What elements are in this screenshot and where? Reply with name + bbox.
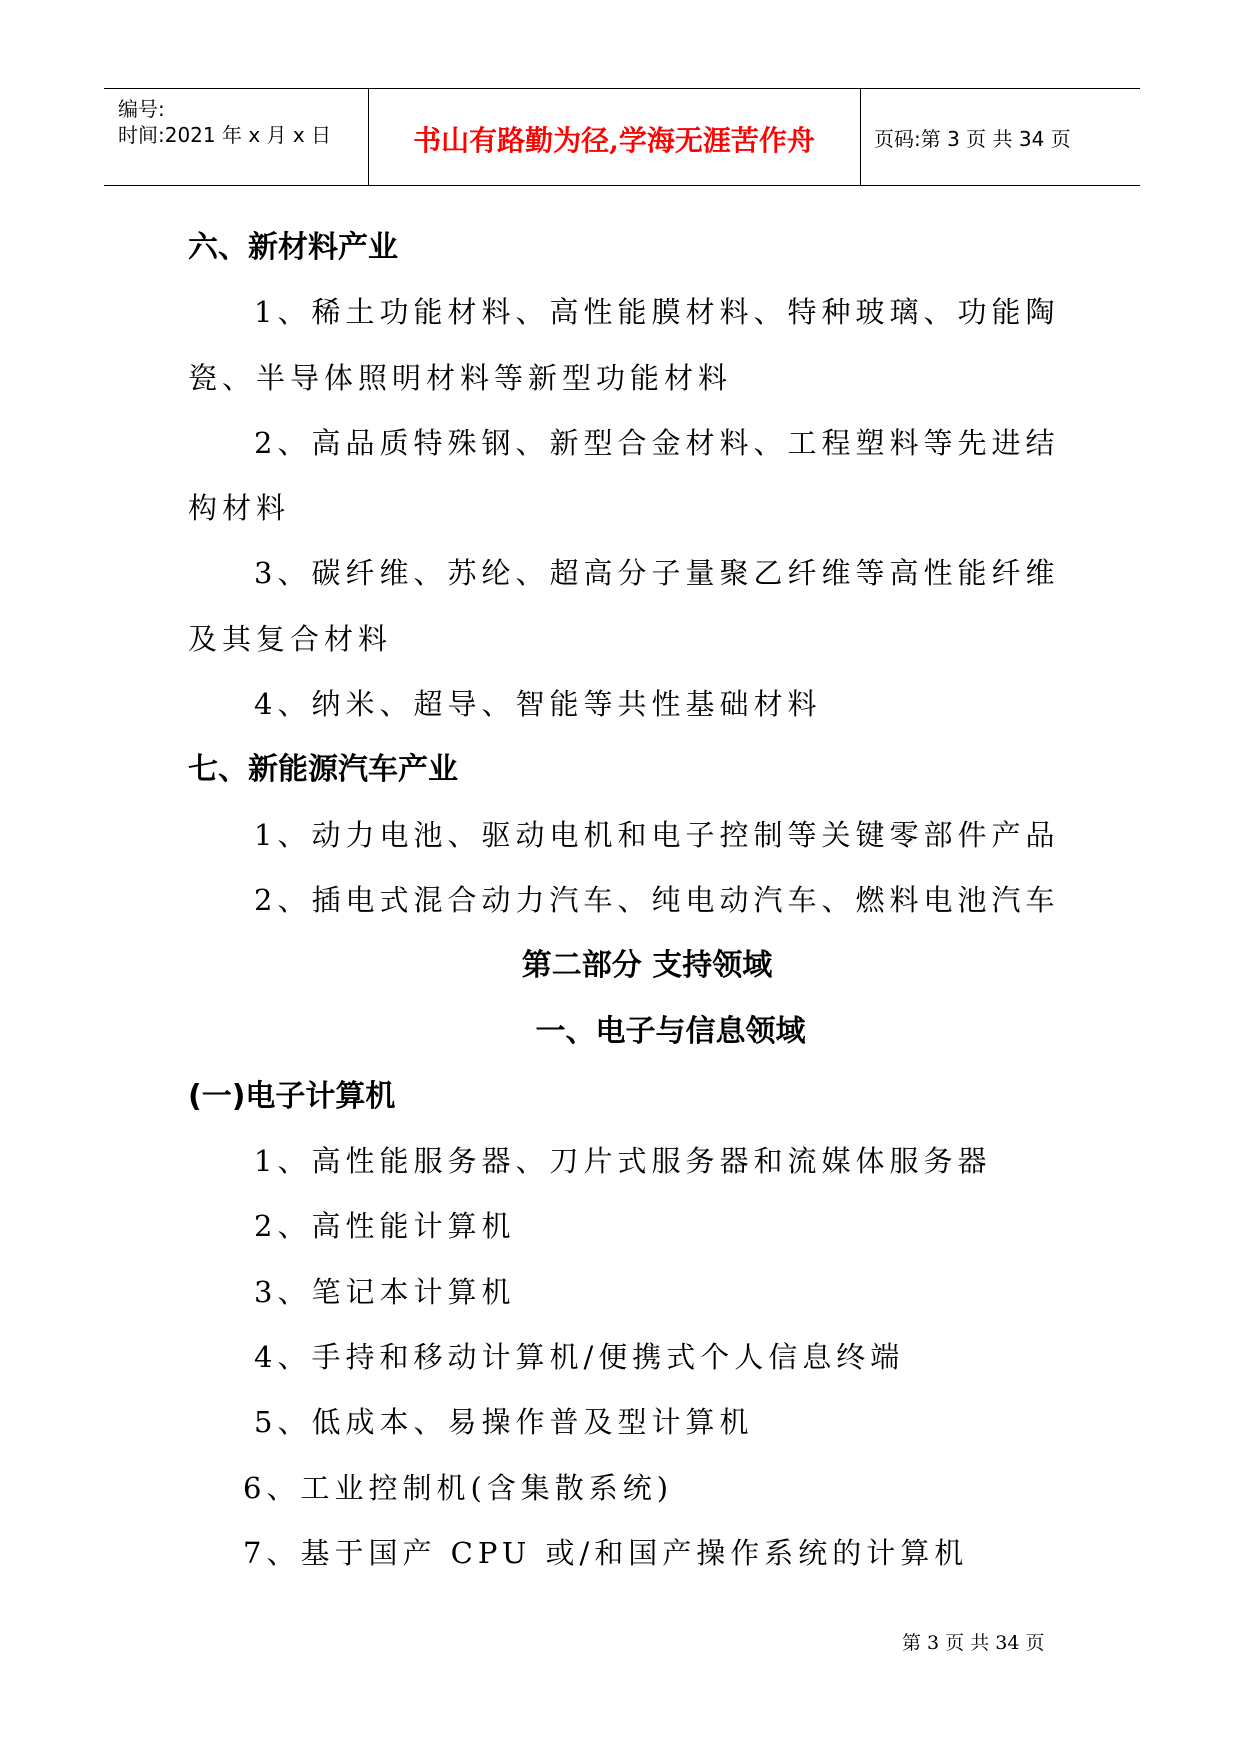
list-item: 2、插电式混合动力汽车、纯电动汽车、燃料电池汽车 (254, 882, 1060, 917)
header-info-cell (104, 89, 369, 185)
field-title: 一、电子与信息领域 (535, 1013, 806, 1049)
header-page-cell (860, 89, 1140, 185)
list-item: 5、低成本、易操作普及型计算机 (254, 1405, 754, 1440)
header-motto-cell (368, 89, 861, 185)
list-item: 4、纳米、超导、智能等共性基础材料 (254, 687, 822, 722)
subsection-heading: (一)电子计算机 (188, 1078, 396, 1114)
list-item: 2、高性能计算机 (254, 1209, 516, 1244)
doc-code-label: 编号: (118, 97, 165, 121)
list-item: 1、高性能服务器、刀片式服务器和流媒体服务器 (254, 1144, 992, 1179)
list-item-continuation: 构材料 (188, 491, 291, 526)
list-item: 2、高品质特殊钢、新型合金材料、工程塑料等先进结 (254, 425, 1060, 460)
list-item: 3、笔记本计算机 (254, 1274, 516, 1309)
list-item: 3、碳纤维、苏纶、超高分子量聚乙纤维等高性能纤维 (254, 556, 1060, 591)
list-item: 4、手持和移动计算机/便携式个人信息终端 (254, 1340, 905, 1375)
list-item: 7、基于国产 CPU 或/和国产操作系统的计算机 (243, 1535, 969, 1570)
list-item-continuation: 瓷、半导体照明材料等新型功能材料 (188, 360, 733, 395)
part-title: 第二部分 支持领域 (521, 948, 773, 984)
header-page-number: 页码:第 3 页 共 34 页 (874, 127, 1071, 151)
list-item: 1、稀土功能材料、高性能膜材料、特种玻璃、功能陶 (254, 295, 1060, 330)
document-body (188, 215, 1058, 1586)
page-header (104, 88, 1140, 186)
section-heading: 六、新材料产业 (188, 230, 398, 265)
doc-time-label: 时间:2021 年 x 月 x 日 (118, 123, 332, 147)
section-heading: 七、新能源汽车产业 (188, 752, 458, 788)
header-motto: 书山有路勤为径,学海无涯苦作舟 (413, 124, 815, 157)
list-item: 1、动力电池、驱动电机和电子控制等关键零部件产品 (254, 817, 1060, 852)
list-item: 6、工业控制机(含集散系统) (243, 1470, 674, 1505)
page-footer-number: 第 3 页 共 34 页 (902, 1632, 1045, 1654)
list-item-continuation: 及其复合材料 (188, 621, 393, 656)
